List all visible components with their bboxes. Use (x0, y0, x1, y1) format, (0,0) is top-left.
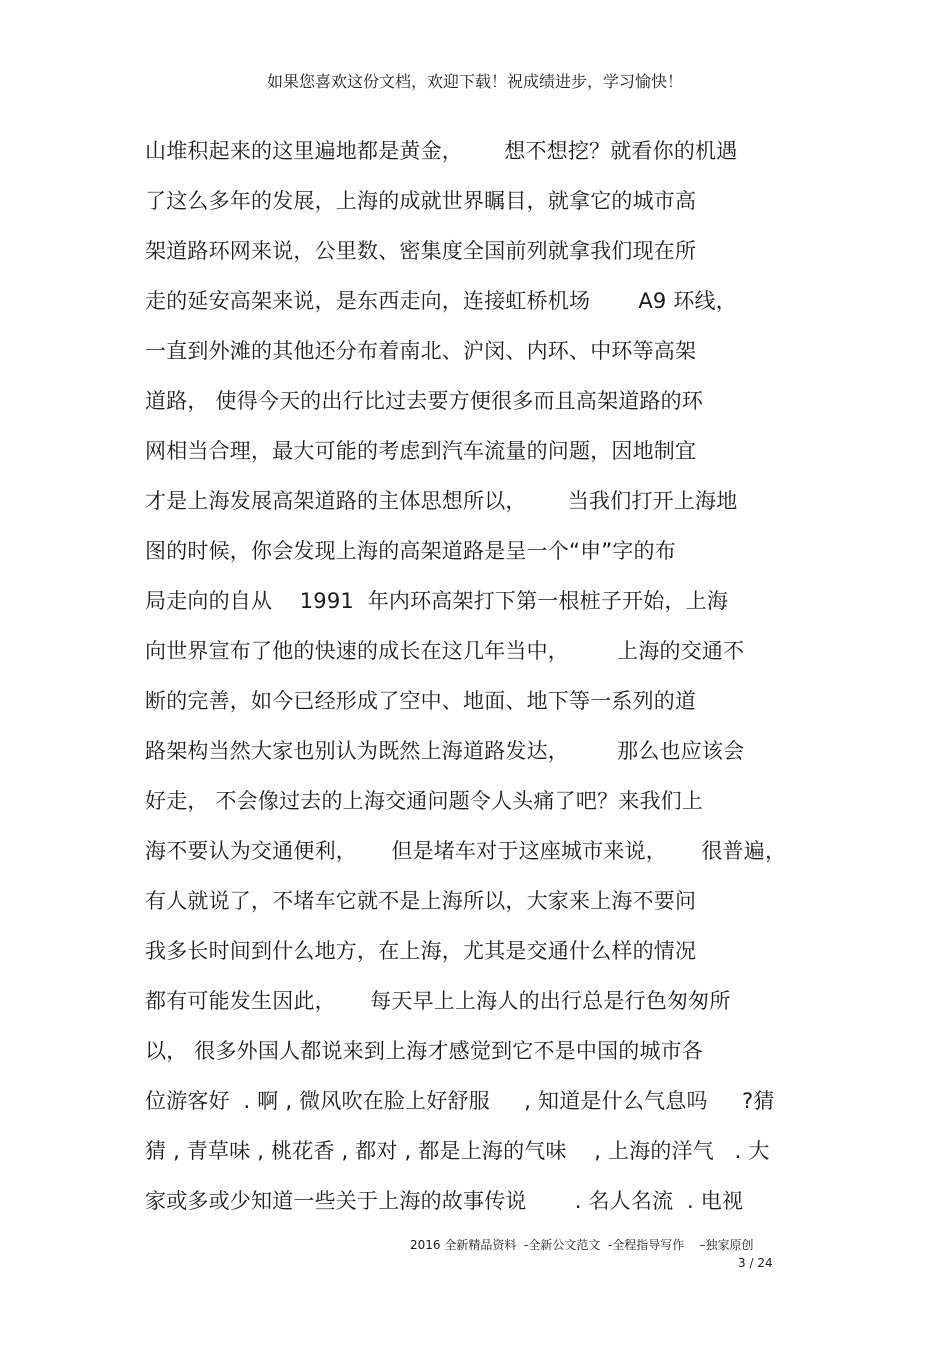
body-line: 山堆积起来的这里遍地都是黄金， 想不想挖？就看你的机遇 (145, 139, 738, 163)
body-line: 了这么多年的发展，上海的成就世界瞩目，就拿它的城市高 (145, 189, 697, 213)
body-line: 以， 很多外国人都说来到上海才感觉到它不是中国的城市各 (145, 1039, 704, 1063)
body-line: 猜 , 青草味 , 桃花香 , 都对 , 都是上海的气味 , 上海的洋气 . 大 (145, 1139, 770, 1163)
body-line: 好走， 不会像过去的上海交通问题令人头痛了吧？来我们上 (145, 789, 704, 813)
body-line: 我多长时间到什么地方，在上海，尤其是交通什么样的情况 (145, 939, 697, 963)
body-line: 道路， 使得今天的出行比过去要方便很多而且高架道路的环 (145, 389, 704, 413)
body-line: 走的延安高架来说，是东西走向，连接虹桥机场 A9 环线， (145, 289, 737, 313)
body-line: 家或多或少知道一些关于上海的故事传说 . 名人名流 . 电视 (145, 1189, 744, 1213)
body-line: 向世界宣布了他的快速的成长在这几年当中， 上海的交通不 (145, 639, 745, 663)
body-line: 海不要认为交通便利， 但是堵车对于这座城市来说， 很普遍， (145, 839, 787, 863)
page-total: 24 (757, 1256, 773, 1270)
body-line: 一直到外滩的其他还分布着南北、沪闵、内环、中环等高架 (145, 339, 697, 363)
body-line: 局走向的自从 1991 年内环高架打下第一根桩子开始，上海 (145, 589, 729, 613)
body-line: 路架构当然大家也别认为既然上海道路发达， 那么也应该会 (145, 739, 745, 763)
body-line: 图的时候，你会发现上海的高架道路是呈一个“申”字的布 (145, 539, 676, 563)
page-number: 3 / 24 (738, 1256, 773, 1270)
page-current: 3 (738, 1256, 746, 1270)
body-line: 都有可能发生因此， 每天早上上海人的出行总是行色匆匆所 (145, 989, 731, 1013)
body-line: 断的完善，如今已经形成了空中、地面、地下等一系列的道 (145, 689, 697, 713)
body-line: 网相当合理，最大可能的考虑到汽车流量的问题，因地制宜 (145, 439, 697, 463)
body-line: 位游客好 . 啊 , 微风吹在脸上好舒服 , 知道是什么气息吗 ?猜 (145, 1089, 775, 1113)
body-line: 才是上海发展高架道路的主体思想所以， 当我们打开上海地 (145, 489, 738, 513)
footer-text: 2016 全新精品资料 -全新公文范文 -全程指导写作 –独家原创 (410, 1238, 754, 1252)
page-header: 如果您喜欢这份文档，欢迎下载！祝成绩进步，学习愉快！ (266, 72, 683, 91)
body-line: 有人就说了，不堵车它就不是上海所以，大家来上海不要问 (145, 889, 697, 913)
body-line: 架道路环网来说，公里数、密集度全国前列就拿我们现在所 (145, 239, 697, 263)
